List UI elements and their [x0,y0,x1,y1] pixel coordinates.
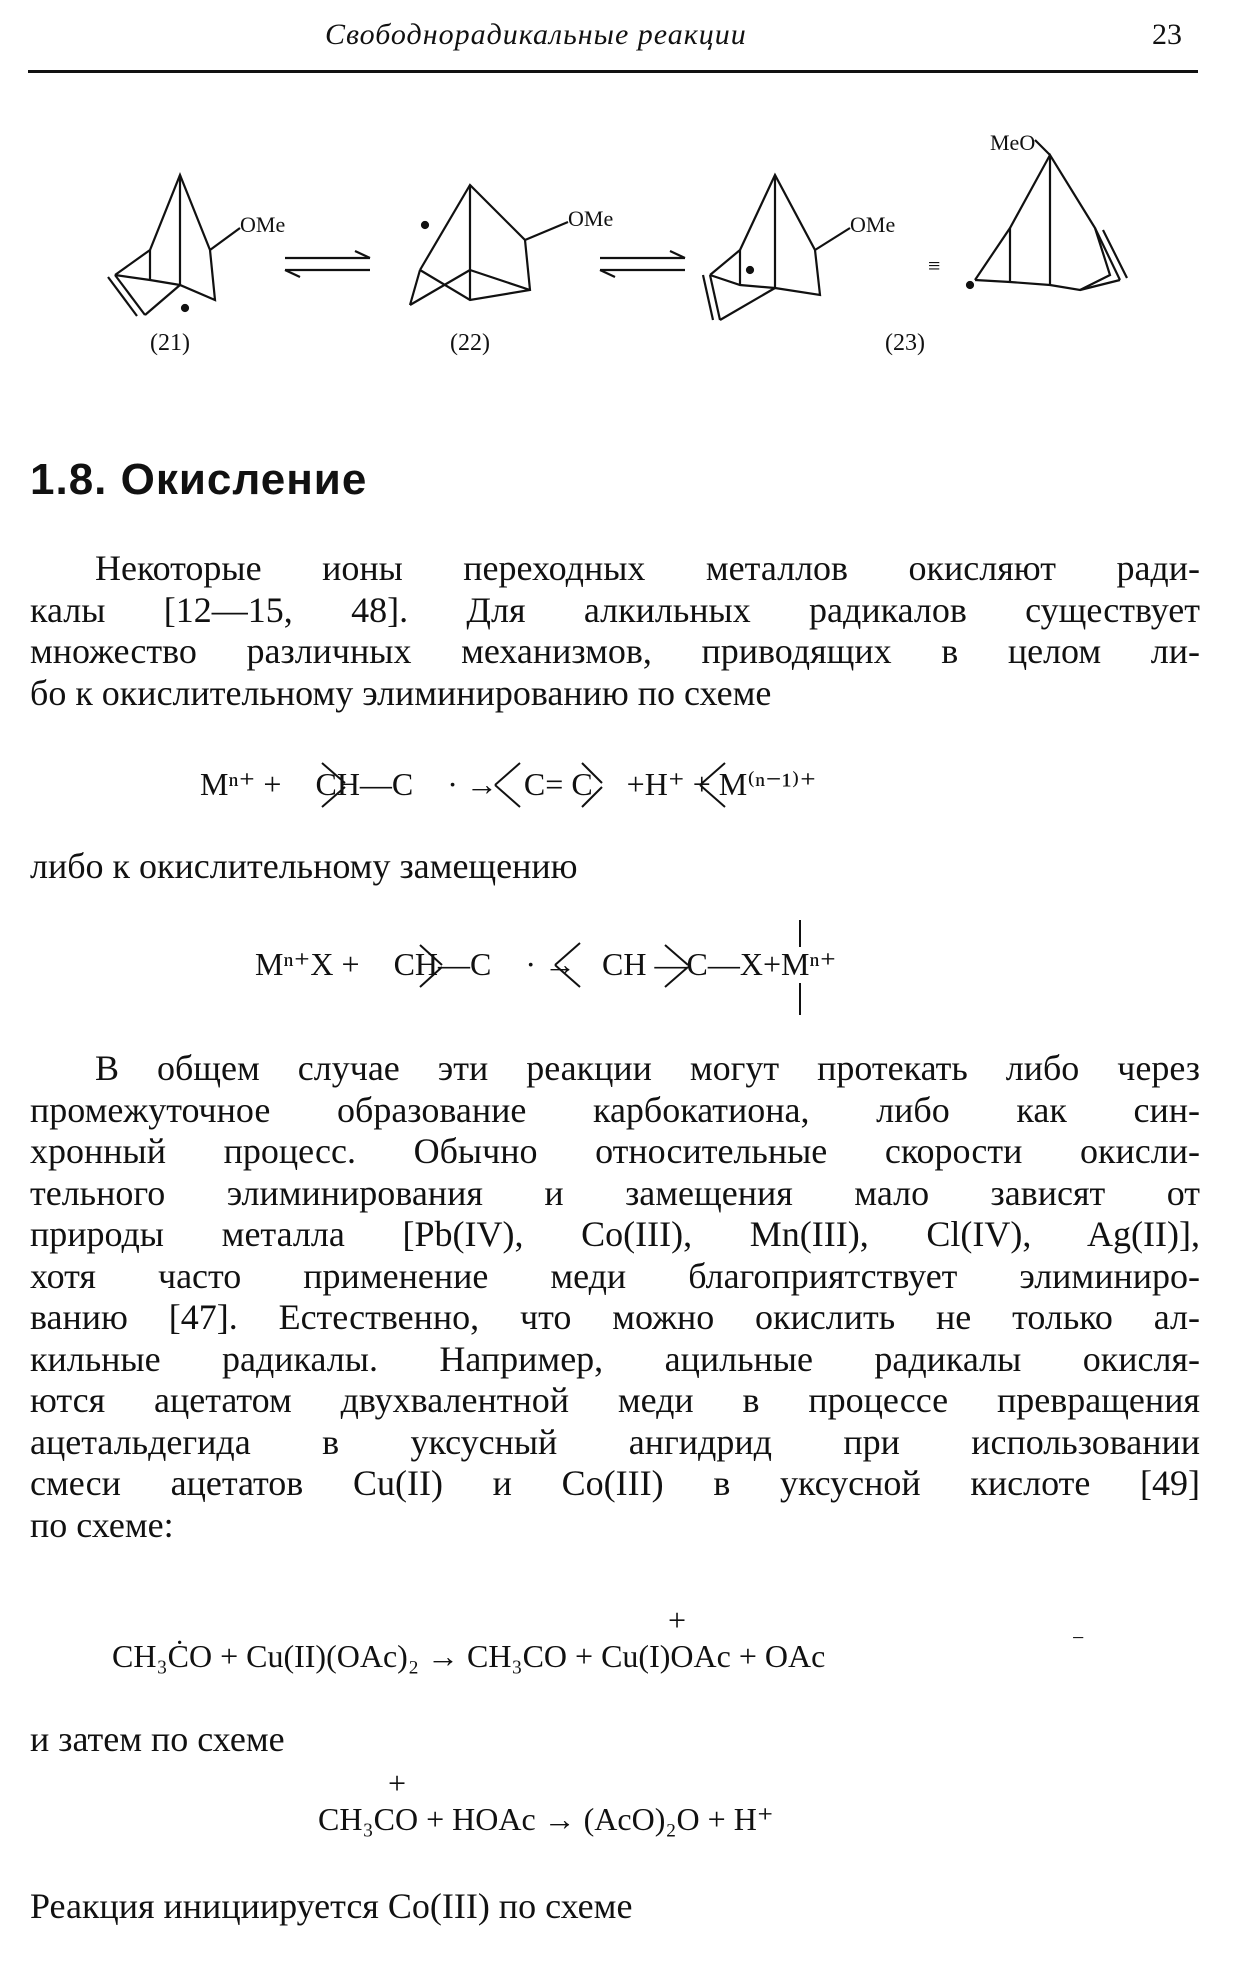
para2-line: тельного элиминирования и замещения мало зависят от [30,1172,1200,1213]
paragraph-1 [30,548,1200,714]
eq1-r1: CH—C [315,766,414,802]
para2-line: кильные радикалы. Например, ацильные радикалы окисля- [30,1338,1200,1379]
eq4-cation-mark: + [388,1765,407,1801]
text-then-scheme: и затем по схеме [30,1719,285,1759]
eq1-left: Mⁿ⁺ + [200,766,290,802]
label-21: (21) [150,330,190,356]
section-title: 1.8. Окисление [30,455,368,504]
paragraph-2 [30,1048,1200,1546]
page-number: 23 [1152,18,1182,51]
structure-23-b [967,130,1127,290]
para1-line: множество различных механизмов, приводящих в целом ли- [30,631,1200,671]
eq3-cation-mark: + [668,1602,687,1638]
para2-line: ванию [47]. Естественно, что можно окислить не только ал- [30,1297,1200,1337]
para1-line: бо к окислительному элиминированию по схеме [30,672,772,713]
para2-line: промежуточное образование карбокатиона, либо как син- [30,1089,1200,1130]
equivalence-sign: ≡ [928,253,941,278]
running-title: Свободнорадикальные реакции [325,18,747,51]
eq2-bonds [0,915,1236,1025]
eq1-r4: +H⁺ + M⁽ⁿ⁻¹⁾⁺ [626,766,817,802]
text-substitution-intro: либо к окислительному замещению [30,846,578,886]
eq2-r1: CH—C [393,946,492,982]
para2-line: В общем случае эти реакции могут протекать либо через [95,1048,1200,1088]
para2-line: природы металла [Pb(IV), Co(III), Mn(III), Cl(IV), Ag(II)], [30,1214,1200,1254]
eq2-r2: · → [525,946,577,982]
substituent-meo: MeO [990,130,1036,155]
equation-anhydride: CH₃CO + HOAc → (AcO)₂O + H⁺ [318,1801,774,1837]
text-initiation: Реакция инициируется Co(III) по схеме [30,1886,633,1926]
substituent-ome-3: OMe [850,212,896,237]
eq2-r3: CH —C—X+Mⁿ⁺ [602,946,837,982]
para2-line: смеси ацетатов Cu(II) и Co(III) в уксусной кислоте [49] [30,1463,1200,1503]
para2-line: хотя часто применение меди благоприятствует элиминиро- [30,1255,1200,1296]
substituent-ome-2: OMe [568,206,614,231]
equation-acyl-oxidation: CH₃ĊO + Cu(II)(OAc)₂ → CH₃CO + Cu(I)OAc + OAc [112,1638,826,1674]
para2-line: ацетальдегида в уксусный ангидрид при использовании [30,1421,1200,1462]
eq1-bonds [0,745,1236,825]
eq3-anion-mark: − [1072,1625,1085,1650]
para1-line: Некоторые ионы переходных металлов окисляют ради- [95,548,1200,588]
structure-23-a [703,175,895,320]
equilibrium-arrows-1 [285,251,370,277]
para2-line: хронный процесс. Обычно относительные скорости окисли- [30,1131,1200,1171]
norbornenyl-radical-scheme [0,110,1236,370]
eq1-r3: C= C [523,766,593,802]
label-23: (23) [885,330,925,356]
eq1-r2: · → [447,766,498,802]
structure-21 [108,175,285,316]
para2-line: ются ацетатом двухвалентной меди в процессе превращения [30,1380,1200,1420]
substituent-ome-1: OMe [240,212,286,237]
para2-line: по схеме: [30,1504,174,1545]
equilibrium-arrows-2 [600,251,685,277]
eq2-left: Mⁿ⁺X + [255,946,368,982]
structure-22 [410,185,613,305]
header-rule [28,70,1198,73]
para1-line: калы [12—15, 48]. Для алкильных радикалов существует [30,589,1200,630]
label-22: (22) [450,330,490,356]
